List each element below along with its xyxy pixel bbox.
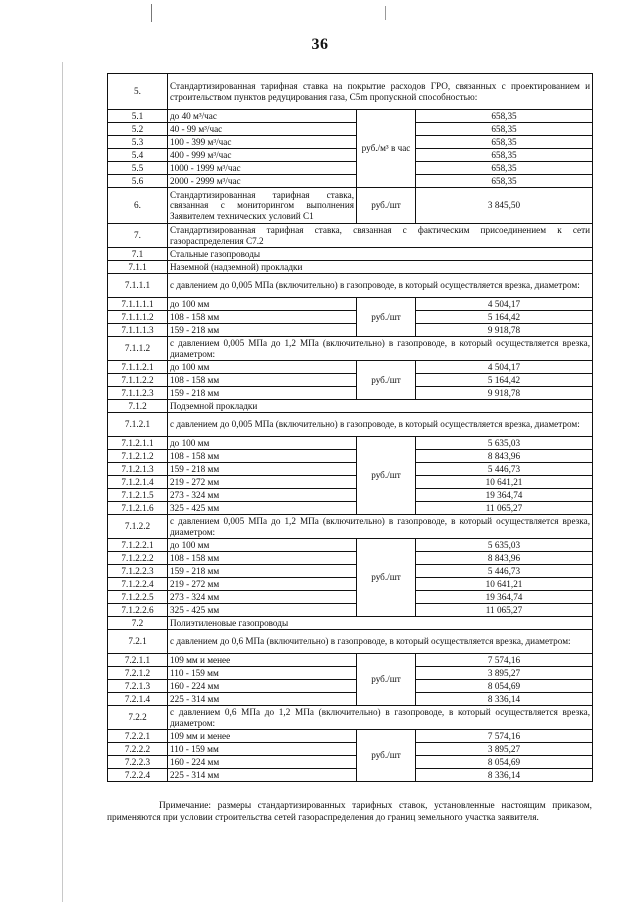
rate-value: 4 504,17	[416, 361, 593, 374]
rate-value: 11 065,27	[416, 604, 593, 617]
row-description: 108 - 158 мм	[168, 450, 357, 463]
row-code: 7.2.2	[108, 706, 168, 730]
row-description: до 100 мм	[168, 298, 357, 311]
row-code: 7.2.2.4	[108, 769, 168, 782]
unit-cell: руб./шт	[357, 539, 416, 617]
rate-value: 8 336,14	[416, 693, 593, 706]
row-description: с давлением до 0,005 МПа (включительно) в газопроводе, в который осуществляется врезка, диаметром:	[168, 413, 593, 437]
row-code: 7.1.1.2.1	[108, 361, 168, 374]
table-row	[108, 337, 593, 361]
row-description: с давлением до 0,005 МПа (включительно) в газопроводе, в который осуществляется врезка, диаметром:	[168, 274, 593, 298]
table-row	[108, 756, 593, 769]
table-row	[108, 74, 593, 110]
row-code: 7.1.2.1.2	[108, 450, 168, 463]
row-code: 7.2.1.1	[108, 654, 168, 667]
row-code: 7.2.1	[108, 630, 168, 654]
table-row	[108, 149, 593, 162]
row-code: 7.1.1.1.3	[108, 324, 168, 337]
row-description: до 40 м³/час	[168, 110, 357, 123]
table-row	[108, 123, 593, 136]
table-row	[108, 413, 593, 437]
table-row	[108, 591, 593, 604]
row-description: 225 - 314 мм	[168, 693, 357, 706]
table-row	[108, 654, 593, 667]
table-row	[108, 361, 593, 374]
table-row	[108, 706, 593, 730]
rate-value: 7 574,16	[416, 654, 593, 667]
row-code: 7.1.2.1.5	[108, 489, 168, 502]
rate-value: 3 895,27	[416, 743, 593, 756]
rate-value: 658,35	[416, 162, 593, 175]
rate-value: 4 504,17	[416, 298, 593, 311]
row-description: 159 - 218 мм	[168, 324, 357, 337]
row-code: 5.6	[108, 175, 168, 188]
row-code: 6.	[108, 188, 168, 224]
table-row	[108, 110, 593, 123]
row-description: 108 - 158 мм	[168, 311, 357, 324]
rate-value: 19 364,74	[416, 591, 593, 604]
table-row	[108, 502, 593, 515]
rate-value: 5 164,42	[416, 374, 593, 387]
row-code: 7.	[108, 224, 168, 248]
row-code: 7.1.1	[108, 261, 168, 274]
rate-value: 5 446,73	[416, 565, 593, 578]
row-code: 5.5	[108, 162, 168, 175]
row-description: 110 - 159 мм	[168, 743, 357, 756]
row-code: 7.1.2.1.4	[108, 476, 168, 489]
table-row	[108, 463, 593, 476]
table-row	[108, 175, 593, 188]
unit-cell: руб./м³ в час	[357, 110, 416, 188]
row-description: до 100 мм	[168, 361, 357, 374]
row-code: 7.2.1.2	[108, 667, 168, 680]
row-description: 219 - 272 мм	[168, 578, 357, 591]
row-code: 7.1.2.2.3	[108, 565, 168, 578]
row-description: 160 - 224 мм	[168, 680, 357, 693]
rate-value: 8 336,14	[416, 769, 593, 782]
row-description: 159 - 218 мм	[168, 565, 357, 578]
rate-value: 11 065,27	[416, 502, 593, 515]
row-description: 110 - 159 мм	[168, 667, 357, 680]
rate-value: 5 635,03	[416, 539, 593, 552]
row-code: 7.1.2.2.2	[108, 552, 168, 565]
row-description: 100 - 399 м³/час	[168, 136, 357, 149]
row-description: 225 - 314 мм	[168, 769, 357, 782]
row-code: 7.1.1.1.1	[108, 298, 168, 311]
table-row	[108, 693, 593, 706]
rate-value: 7 574,16	[416, 730, 593, 743]
rate-value: 3 845,50	[416, 188, 593, 224]
row-code: 7.1.2.1.1	[108, 437, 168, 450]
page-number: 36	[311, 36, 329, 53]
row-description: Наземной (надземной) прокладки	[168, 261, 593, 274]
rate-value: 658,35	[416, 149, 593, 162]
row-code: 7.1.1.2.2	[108, 374, 168, 387]
row-code: 7.2.2.2	[108, 743, 168, 756]
row-description: с давлением до 0,6 МПа (включительно) в газопроводе, в который осуществляется врезка, диаметром:	[168, 630, 593, 654]
rate-value: 8 054,69	[416, 680, 593, 693]
row-code: 7.1.2.2	[108, 515, 168, 539]
row-code: 7.1.2.1.6	[108, 502, 168, 515]
table-row	[108, 162, 593, 175]
table-row	[108, 188, 593, 224]
table-row	[108, 311, 593, 324]
table-row	[108, 552, 593, 565]
footnote: Примечание: размеры стандартизированных тарифных ставок, установленные настоящим приказом, применяются при условии строительства сетей газораспределения до границ земельного участка заявителя.	[107, 801, 592, 823]
table-row	[108, 450, 593, 463]
row-description: 400 - 999 м³/час	[168, 149, 357, 162]
row-description: с давлением 0,005 МПа до 1,2 МПа (включительно) в газопроводе, в который осуществляется врезка, диаметром:	[168, 515, 593, 539]
table-row	[108, 617, 593, 630]
row-code: 7.1.2.2.5	[108, 591, 168, 604]
row-code: 7.1.2.2.1	[108, 539, 168, 552]
row-description: 109 мм и менее	[168, 654, 357, 667]
table-row	[108, 539, 593, 552]
table-row	[108, 298, 593, 311]
row-code: 7.2.1.3	[108, 680, 168, 693]
rate-value: 19 364,74	[416, 489, 593, 502]
row-description: 2000 - 2999 м³/час	[168, 175, 357, 188]
row-code: 7.1	[108, 248, 168, 261]
table-row	[108, 667, 593, 680]
row-description: Стандартизированная тарифная ставка, связанная с мониторингом выполнения Заявителем технических условий С1	[168, 188, 357, 224]
table-row	[108, 324, 593, 337]
row-description: 159 - 218 мм	[168, 387, 357, 400]
rate-value: 658,35	[416, 136, 593, 149]
row-code: 7.1.1.1	[108, 274, 168, 298]
unit-cell: руб./шт	[357, 188, 416, 224]
rate-value: 9 918,78	[416, 387, 593, 400]
rate-value: 5 446,73	[416, 463, 593, 476]
row-description: 160 - 224 мм	[168, 756, 357, 769]
table-row	[108, 387, 593, 400]
row-description: Подземной прокладки	[168, 400, 593, 413]
row-code: 7.1.2.1	[108, 413, 168, 437]
tariff-table	[107, 73, 593, 782]
table-row	[108, 374, 593, 387]
table-row	[108, 437, 593, 450]
row-code: 7.1.2.2.4	[108, 578, 168, 591]
rate-value: 8 843,96	[416, 450, 593, 463]
rate-value: 10 641,21	[416, 476, 593, 489]
unit-cell: руб./шт	[357, 361, 416, 400]
row-code: 5.4	[108, 149, 168, 162]
rate-value: 5 164,42	[416, 311, 593, 324]
row-code: 7.2.2.3	[108, 756, 168, 769]
row-code: 7.1.2	[108, 400, 168, 413]
rate-value: 8 054,69	[416, 756, 593, 769]
rate-value: 10 641,21	[416, 578, 593, 591]
row-code: 5.1	[108, 110, 168, 123]
row-description: 109 мм и менее	[168, 730, 357, 743]
table-row	[108, 680, 593, 693]
row-code: 7.2.1.4	[108, 693, 168, 706]
rate-value: 9 918,78	[416, 324, 593, 337]
table-row	[108, 730, 593, 743]
table-row	[108, 604, 593, 617]
row-description: 1000 - 1999 м³/час	[168, 162, 357, 175]
row-code: 7.1.2.2.6	[108, 604, 168, 617]
row-description: 273 - 324 мм	[168, 489, 357, 502]
row-description: 40 - 99 м³/час	[168, 123, 357, 136]
rate-value: 658,35	[416, 123, 593, 136]
row-description: до 100 мм	[168, 437, 357, 450]
table-row	[108, 489, 593, 502]
rate-value: 658,35	[416, 175, 593, 188]
row-description: 108 - 158 мм	[168, 552, 357, 565]
table-row	[108, 224, 593, 248]
row-description: Полиэтиленовые газопроводы	[168, 617, 593, 630]
table-row	[108, 743, 593, 756]
row-description: с давлением 0,005 МПа до 1,2 МПа (включительно) в газопроводе, в который осуществляется врезка, диаметром:	[168, 337, 593, 361]
scan-artifact-mark	[385, 6, 386, 20]
rate-value: 8 843,96	[416, 552, 593, 565]
table-row	[108, 136, 593, 149]
table-row	[108, 769, 593, 782]
row-code: 5.	[108, 74, 168, 110]
table-row	[108, 274, 593, 298]
row-description: 219 - 272 мм	[168, 476, 357, 489]
table-row	[108, 476, 593, 489]
scan-artifact-line	[62, 62, 63, 902]
row-code: 7.1.1.1.2	[108, 311, 168, 324]
row-code: 5.3	[108, 136, 168, 149]
unit-cell: руб./шт	[357, 437, 416, 515]
row-code: 7.1.2.1.3	[108, 463, 168, 476]
table-row	[108, 578, 593, 591]
row-description: Стандартизированная тарифная ставка, связанная с фактическим присоединением к сети газораспределения С7.2	[168, 224, 593, 248]
row-code: 5.2	[108, 123, 168, 136]
row-description: 108 - 158 мм	[168, 374, 357, 387]
row-code: 7.1.1.2	[108, 337, 168, 361]
row-code: 7.2	[108, 617, 168, 630]
table-row	[108, 400, 593, 413]
unit-cell: руб./шт	[357, 730, 416, 782]
row-description: 325 - 425 мм	[168, 604, 357, 617]
unit-cell: руб./шт	[357, 298, 416, 337]
rate-value: 5 635,03	[416, 437, 593, 450]
row-description: Стальные газопроводы	[168, 248, 593, 261]
row-code: 7.1.1.2.3	[108, 387, 168, 400]
row-description: Стандартизированная тарифная ставка на покрытие расходов ГРО, связанных с проектированием и строительством пунктов редуцирования газа, С5m пропускной способностью:	[168, 74, 593, 110]
table-row	[108, 248, 593, 261]
row-description: 273 - 324 мм	[168, 591, 357, 604]
row-description: 325 - 425 мм	[168, 502, 357, 515]
row-description: с давлением 0,6 МПа до 1,2 МПа (включительно) в газопроводе, в который осуществляется врезка, диаметром:	[168, 706, 593, 730]
row-description: 159 - 218 мм	[168, 463, 357, 476]
row-description: до 100 мм	[168, 539, 357, 552]
rate-value: 3 895,27	[416, 667, 593, 680]
table-row	[108, 630, 593, 654]
scan-artifact-mark	[151, 4, 152, 22]
table-row	[108, 515, 593, 539]
row-code: 7.2.2.1	[108, 730, 168, 743]
table-row	[108, 565, 593, 578]
table-row	[108, 261, 593, 274]
unit-cell: руб./шт	[357, 654, 416, 706]
rate-value: 658,35	[416, 110, 593, 123]
